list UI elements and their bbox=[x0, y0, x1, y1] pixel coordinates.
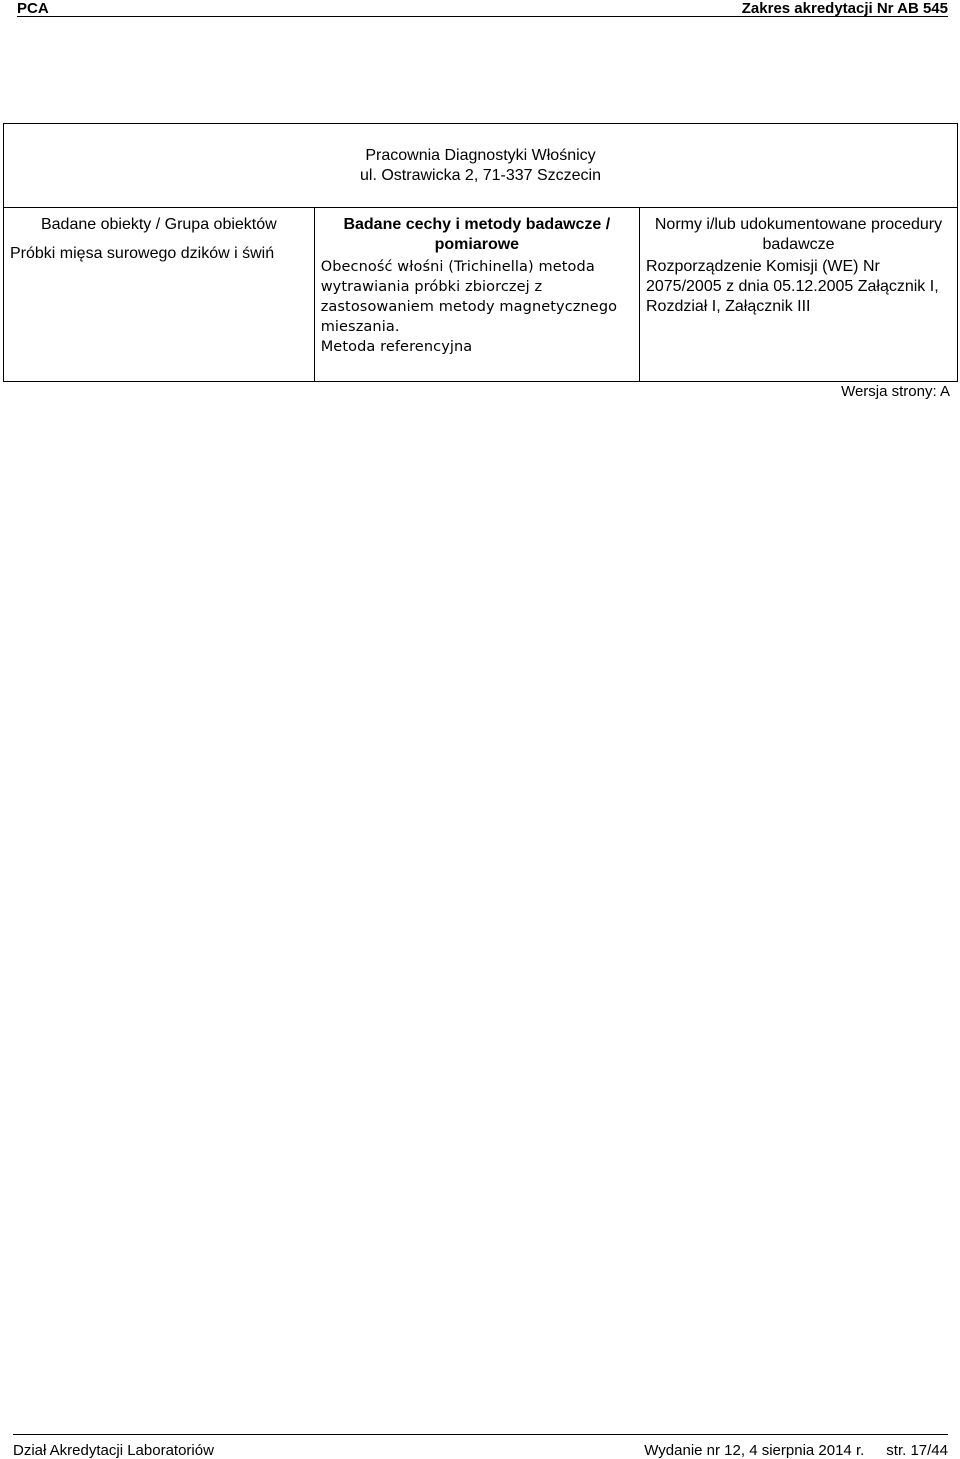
norm-value: Rozporządzenie Komisji (WE) Nr 2075/2005 z dnia 05.12.2005 Załącznik I, Rozdział I, Załącznik III bbox=[645, 258, 939, 315]
page-version: Wersja strony: A bbox=[841, 383, 950, 400]
method-value: Obecność włośni (Trichinella) metoda wytrawiania próbki zbiorczej z zastosowaniem metody magnetycznego mieszania. bbox=[320, 259, 618, 335]
lab-header-cell bbox=[4, 124, 958, 208]
lab-address: ul. Ostrawicka 2, 71-337 Szczecin bbox=[360, 167, 601, 184]
object-value: Próbki mięsa surowego dzików i świń bbox=[10, 245, 275, 262]
footer-edition: Wydanie nr 12, 4 sierpnia 2014 r. bbox=[644, 1442, 865, 1459]
footer-department: Dział Akredytacji Laboratoriów bbox=[13, 1442, 214, 1459]
column-header-methods: Badane cechy i metody badawcze / pomiarowe bbox=[343, 216, 611, 253]
lab-name: Pracownia Diagnostyki Włośnicy bbox=[365, 147, 596, 164]
accreditation-table bbox=[3, 123, 958, 382]
footer-page-number: str. 17/44 bbox=[886, 1442, 948, 1459]
page-header bbox=[17, 0, 948, 17]
method-cell bbox=[314, 208, 639, 382]
header-title: Zakres akredytacji Nr AB 545 bbox=[741, 0, 948, 17]
object-cell bbox=[4, 208, 315, 382]
column-header-norms: Normy i/lub udokumentowane procedury badawcze bbox=[654, 216, 943, 253]
page-footer bbox=[13, 1434, 948, 1459]
norm-cell bbox=[639, 208, 957, 382]
header-org: PCA bbox=[17, 0, 49, 17]
column-header-objects: Badane obiekty / Grupa obiektów bbox=[40, 216, 277, 233]
footer-edition-info bbox=[644, 1442, 948, 1459]
method-reference: Metoda referencyjna bbox=[320, 339, 473, 355]
table-row bbox=[4, 208, 958, 382]
